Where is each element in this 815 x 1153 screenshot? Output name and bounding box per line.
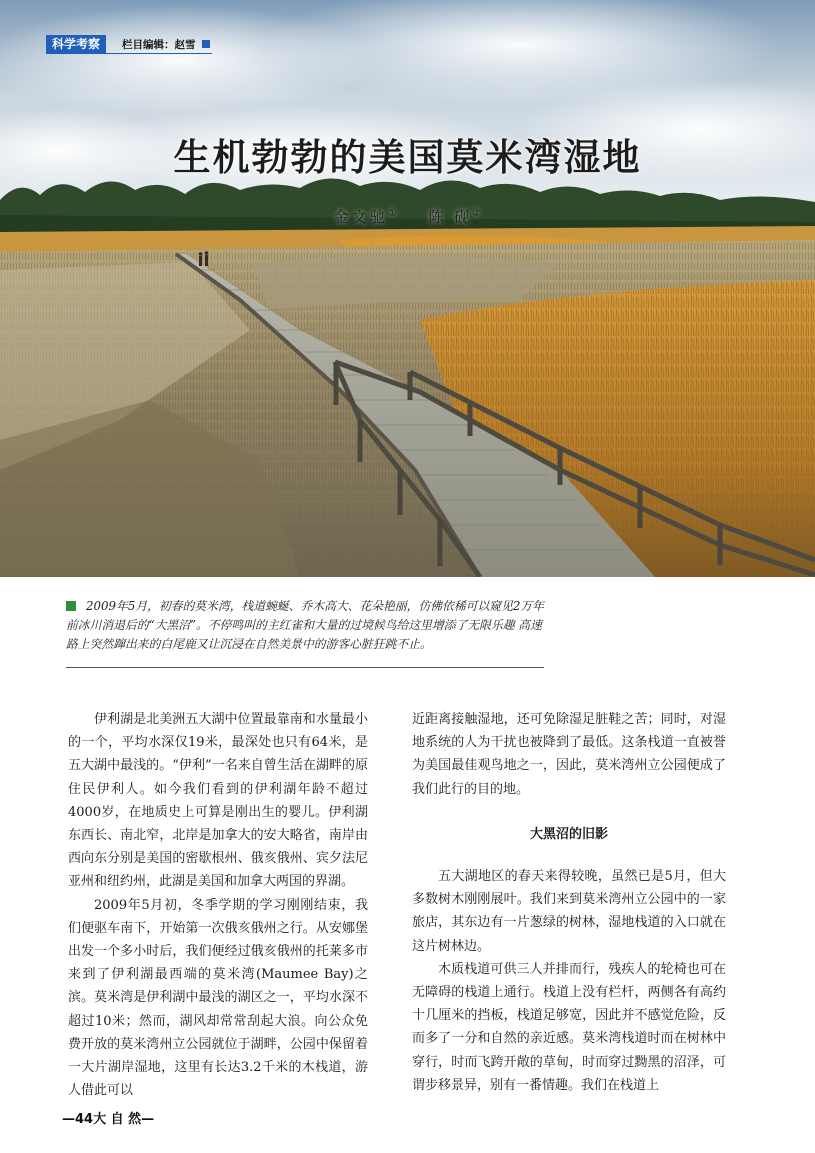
photo-caption: [66, 597, 544, 654]
section-label: 科学考察: [46, 35, 106, 53]
paragraph: 2009年5月初，冬季学期的学习刚刚结束，我们便驱车南下，开始第一次俄亥俄州之行。从安娜堡出发一个多小时后，我们便经过俄亥俄州的托莱多市来到了伊利湖最西端的莫米湾(Maumee Bay)之滨。莫米湾是伊利湖中最浅的湖区之一，平均水深不超过10米；然而，湖风却常常刮起大浪。向公众免费开放的莫米湾州立公园就位于湖畔，公园中保留着一大片湖岸湿地，这里有长达3.2千米的木栈道，游人借此可以: [68, 897, 368, 1099]
paragraph-continuation: 近距离接触湿地，还可免除湿足脏鞋之苦；同时，对湿地系统的人为干扰也被降到了最低。这条栈道一直被誉为美国最佳观鸟地之一，因此，莫米湾州立公园便成了我们此行的目的地。: [412, 712, 726, 797]
caption-rule: [66, 667, 544, 668]
section-tag-rule: [46, 53, 212, 54]
caption-text: 2009年5月，初春的莫米湾，栈道蜿蜒、乔木高大、花朵艳丽，仿佛依稀可以窥见2万年前冰川消退后的“大黑沼”。不停鸣叫的主红雀和大量的过境候鸟给这里增添了无限乐趣 高速路上突然蹿出来的白尾鹿又让沉浸在自然美景中的游客心脏狂跳不止。: [66, 599, 544, 651]
body-column-left: [68, 708, 368, 1102]
page-folio: —44大 自 然—: [62, 1112, 155, 1127]
author-1: [334, 208, 397, 226]
paragraph: 伊利湖是北美洲五大湖中位置最靠南和水量最小的一个，平均水深仅19米，最深处也只有64米，是五大湖中最浅的。“伊利”一名来自曾生活在湖畔的原住民伊利人。如今我们看到的伊利湖年龄不超过4000岁，在地质史上可算是刚出生的婴儿。伊利湖东西长、南北窄，北岸是加拿大的安大略省，南岸由西向东分别是美国的密歇根州、俄亥俄州、宾夕法尼亚州和纽约州，此湖是美国和加拿大两国的界湖。: [68, 712, 368, 890]
section-tag: [46, 35, 210, 53]
article-title: 生机勃勃的美国莫米湾湿地: [173, 136, 642, 179]
square-bullet-icon: [66, 601, 76, 611]
author-name: 金文驰: [333, 208, 388, 226]
author-name: 陈 砚: [428, 208, 473, 226]
paragraph: 木质栈道可供三人并排而行，残疾人的轮椅也可在无障碍的栈道上通行。栈道上没有栏杆，两侧各有高约十几厘米的挡板，栈道足够宽，因此并不感觉危险，反而多了一分和自然的亲近感。莫米湾栈道时而在树林中穿行，时而飞跨开敞的草甸，时而穿过黝黑的沼泽，可谓步移景异，别有一番情趣。我们在栈道上: [412, 961, 726, 1093]
square-icon: [202, 40, 210, 48]
author-mark: ②: [472, 208, 482, 219]
byline: [0, 206, 815, 227]
paragraph: 五大湖地区的春天来得较晚，虽然已是5月，但大多数树木刚刚展叶。我们来到莫米湾州立公园中的一家旅店，其东边有一片葱绿的树林，湿地栈道的入口就在这片树林边。: [412, 869, 726, 954]
author-mark: ①: [387, 208, 397, 219]
section-subheading: 大黑沼的旧影: [529, 826, 608, 842]
author-2: [429, 208, 482, 226]
editor-label: 栏目编辑：赵雪: [122, 38, 196, 51]
body-column-right: [412, 708, 726, 1097]
